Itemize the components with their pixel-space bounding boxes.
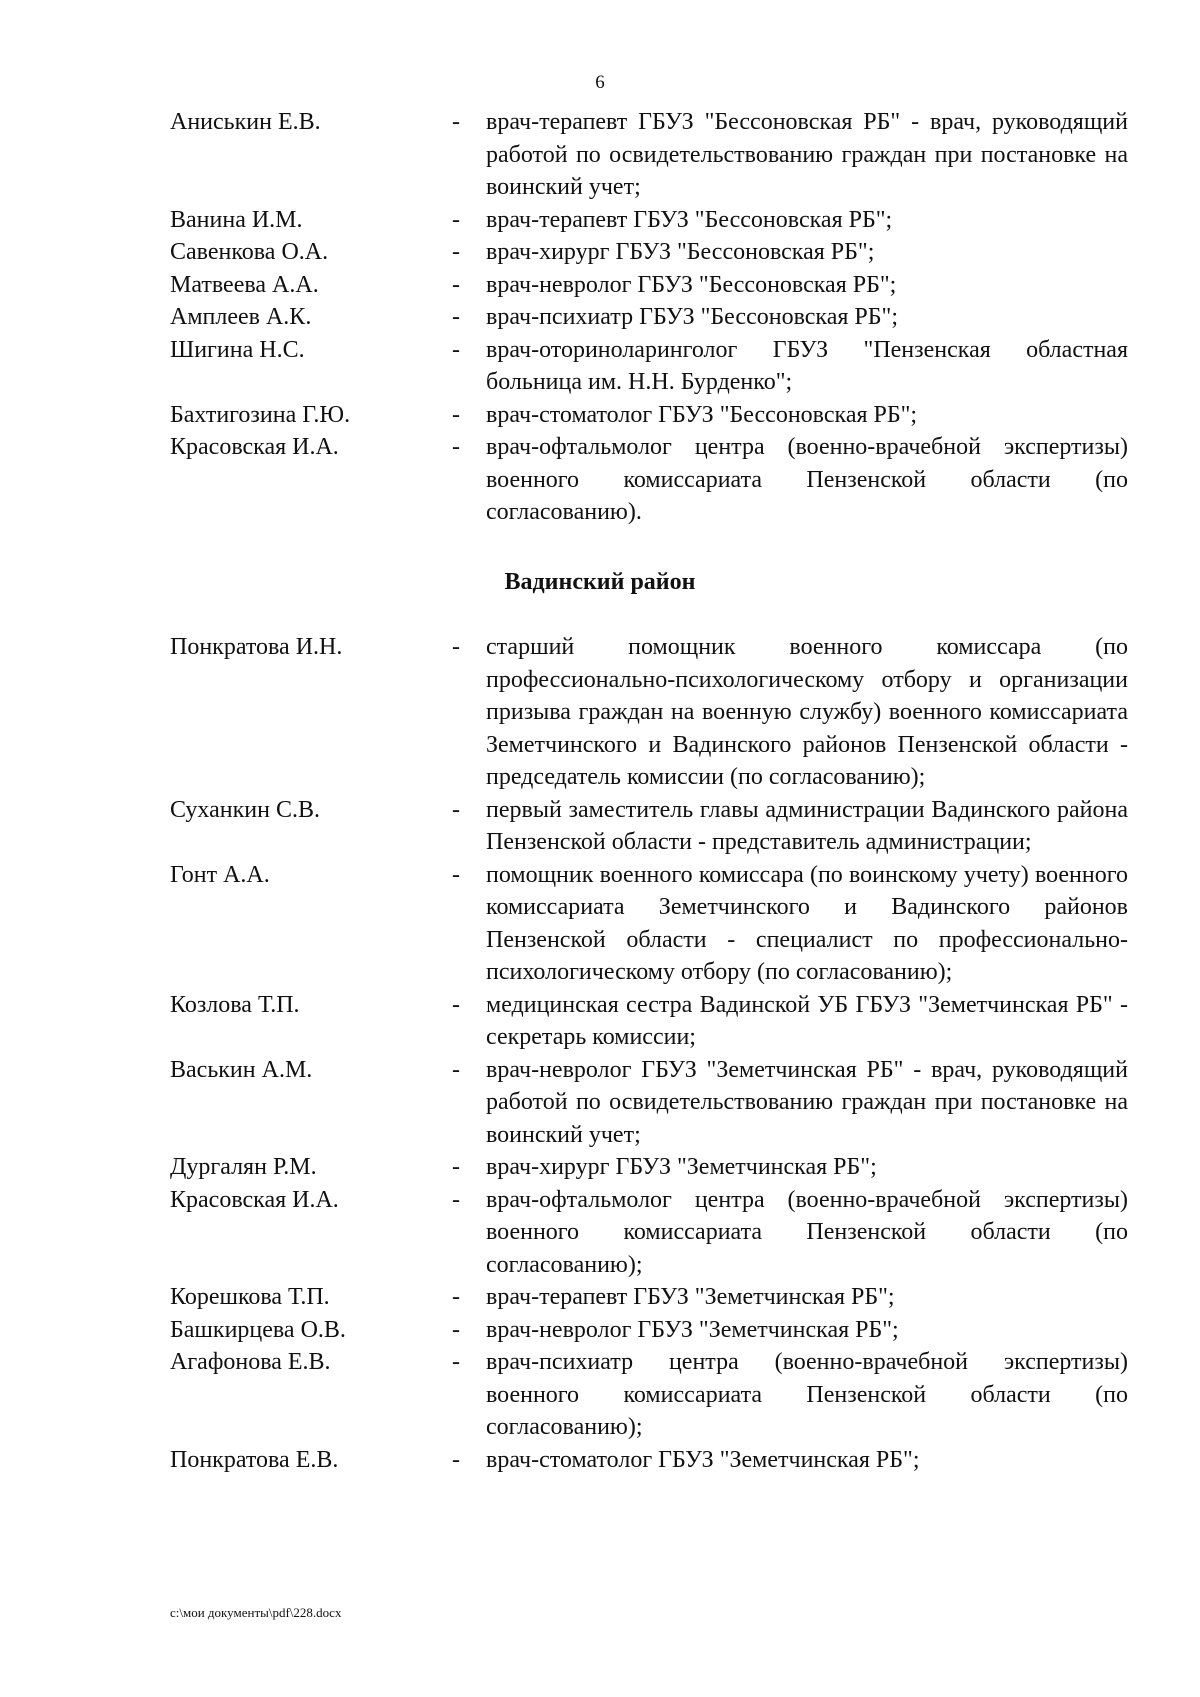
dash-separator: -: [452, 991, 460, 1018]
commission-list-vadinsky: [0, 631, 1200, 1476]
commission-list-bessonovsky: [0, 106, 1200, 529]
dash-separator: -: [452, 1316, 460, 1343]
dash-separator: -: [452, 861, 460, 888]
member-position: врач-хирург ГБУЗ "Земетчинская РБ";: [486, 1154, 877, 1180]
dash-separator: -: [452, 1446, 460, 1473]
member-name: Красовская И.А.: [170, 1186, 339, 1213]
dash-separator: -: [452, 239, 460, 265]
list-item: [0, 431, 1200, 529]
list-item: [0, 1346, 1200, 1444]
dash-separator: -: [452, 271, 460, 298]
list-item: [0, 989, 1200, 1054]
list-item: [0, 859, 1200, 989]
member-position: врач-невролог ГБУЗ "Земетчинская РБ" - врач, руководящий работой по освидетельствованию граждан при постановке на воинский учет;: [486, 1056, 1128, 1148]
list-item: [0, 631, 1200, 794]
member-name: Шигина Н.С.: [170, 336, 305, 363]
member-position: врач-хирург ГБУЗ "Бессоновская РБ";: [486, 239, 875, 265]
member-position: врач-офтальмолог центра (военно-врачебной экспертизы) военного комиссариата Пензенской области (по согласованию).: [486, 434, 1128, 525]
section-heading: Вадинский район: [504, 569, 696, 595]
member-position: врач-стоматолог ГБУЗ "Бессоновская РБ";: [486, 401, 918, 428]
list-item: [0, 794, 1200, 859]
member-name: Корешкова Т.П.: [170, 1284, 330, 1310]
dash-separator: -: [452, 1056, 460, 1083]
member-position: врач-оториноларинголог ГБУЗ "Пензенская областная больница им. Н.Н. Бурденко";: [486, 336, 1128, 395]
member-position: врач-невролог ГБУЗ "Бессоновская РБ";: [486, 271, 897, 298]
dash-separator: -: [452, 434, 460, 460]
member-name: Козлова Т.П.: [170, 991, 300, 1018]
member-position: врач-психиатр центра (военно-врачебной экспертизы) военного комиссариата Пензенской области (по согласованию);: [486, 1349, 1128, 1440]
list-item: [0, 106, 1200, 204]
member-name: Дургалян Р.М.: [170, 1154, 317, 1180]
member-position: врач-психиатр ГБУЗ "Бессоновская РБ";: [486, 304, 898, 330]
member-name: Понкратова Е.В.: [170, 1446, 339, 1473]
member-name: Понкратова И.Н.: [170, 634, 343, 660]
member-position: врач-терапевт ГБУЗ "Земетчинская РБ";: [486, 1284, 895, 1310]
dash-separator: -: [452, 336, 460, 363]
list-item: [0, 399, 1200, 432]
dash-separator: -: [452, 401, 460, 428]
dash-separator: -: [452, 1154, 460, 1180]
member-name: Башкирцева О.В.: [170, 1316, 346, 1343]
member-position: врач-терапевт ГБУЗ "Бессоновская РБ" - врач, руководящий работой по освидетельствованию граждан при постановке на воинский учет;: [486, 109, 1128, 200]
member-position: помощник военного комиссара (по воинскому учету) военного комиссариата Земетчинского и Вадинского районов Пензенской области - специалист по профессионально-психологическому отбору (по согласованию);: [486, 861, 1128, 985]
page-number: 6: [595, 72, 605, 93]
list-item: [0, 301, 1200, 334]
member-position: врач-терапевт ГБУЗ "Бессоновская РБ";: [486, 206, 893, 233]
list-item: [0, 204, 1200, 237]
list-item: [0, 334, 1200, 399]
list-item: [0, 1444, 1200, 1477]
list-item: [0, 1184, 1200, 1282]
member-name: Амплеев А.К.: [170, 304, 312, 330]
member-name: Красовская И.А.: [170, 434, 339, 460]
dash-separator: -: [452, 1186, 460, 1213]
list-item: [0, 1151, 1200, 1184]
dash-separator: -: [452, 304, 460, 330]
member-name: Суханкин С.В.: [170, 796, 320, 823]
dash-separator: -: [452, 109, 460, 135]
dash-separator: -: [452, 206, 460, 233]
member-name: Васькин А.М.: [170, 1056, 313, 1083]
list-item: [0, 1314, 1200, 1347]
member-position: медицинская сестра Вадинской УБ ГБУЗ "Земетчинская РБ" - секретарь комиссии;: [486, 991, 1128, 1050]
dash-separator: -: [452, 1284, 460, 1310]
dash-separator: -: [452, 1349, 460, 1375]
member-name: Бахтигозина Г.Ю.: [170, 401, 351, 428]
member-name: Гонт А.А.: [170, 861, 270, 888]
dash-separator: -: [452, 796, 460, 823]
footer-file-path: c:\мои документы\pdf\228.docx: [170, 1605, 342, 1620]
list-item: [0, 1281, 1200, 1314]
member-name: Агафонова Е.В.: [170, 1349, 331, 1375]
member-position: врач-офтальмолог центра (военно-врачебной экспертизы) военного комиссариата Пензенской области (по согласованию);: [486, 1186, 1128, 1278]
list-item: [0, 236, 1200, 269]
list-item: [0, 269, 1200, 302]
member-name: Аниськин Е.В.: [170, 109, 321, 135]
dash-separator: -: [452, 634, 460, 660]
member-position: первый заместитель главы администрации Вадинского района Пензенской области - представитель администрации;: [486, 796, 1128, 855]
member-position: врач-невролог ГБУЗ "Земетчинская РБ";: [486, 1316, 899, 1343]
list-item: [0, 1054, 1200, 1152]
member-name: Ванина И.М.: [170, 206, 303, 233]
member-name: Савенкова О.А.: [170, 239, 329, 265]
member-position: врач-стоматолог ГБУЗ "Земетчинская РБ";: [486, 1446, 920, 1473]
member-position: старший помощник военного комиссара (по профессионально-психологическому отбору и организации призыва граждан на военную службу) военного комиссариата Земетчинского и Вадинского районов Пензенской области - председатель комиссии (по согласованию);: [486, 634, 1128, 790]
member-name: Матвеева А.А.: [170, 271, 319, 298]
